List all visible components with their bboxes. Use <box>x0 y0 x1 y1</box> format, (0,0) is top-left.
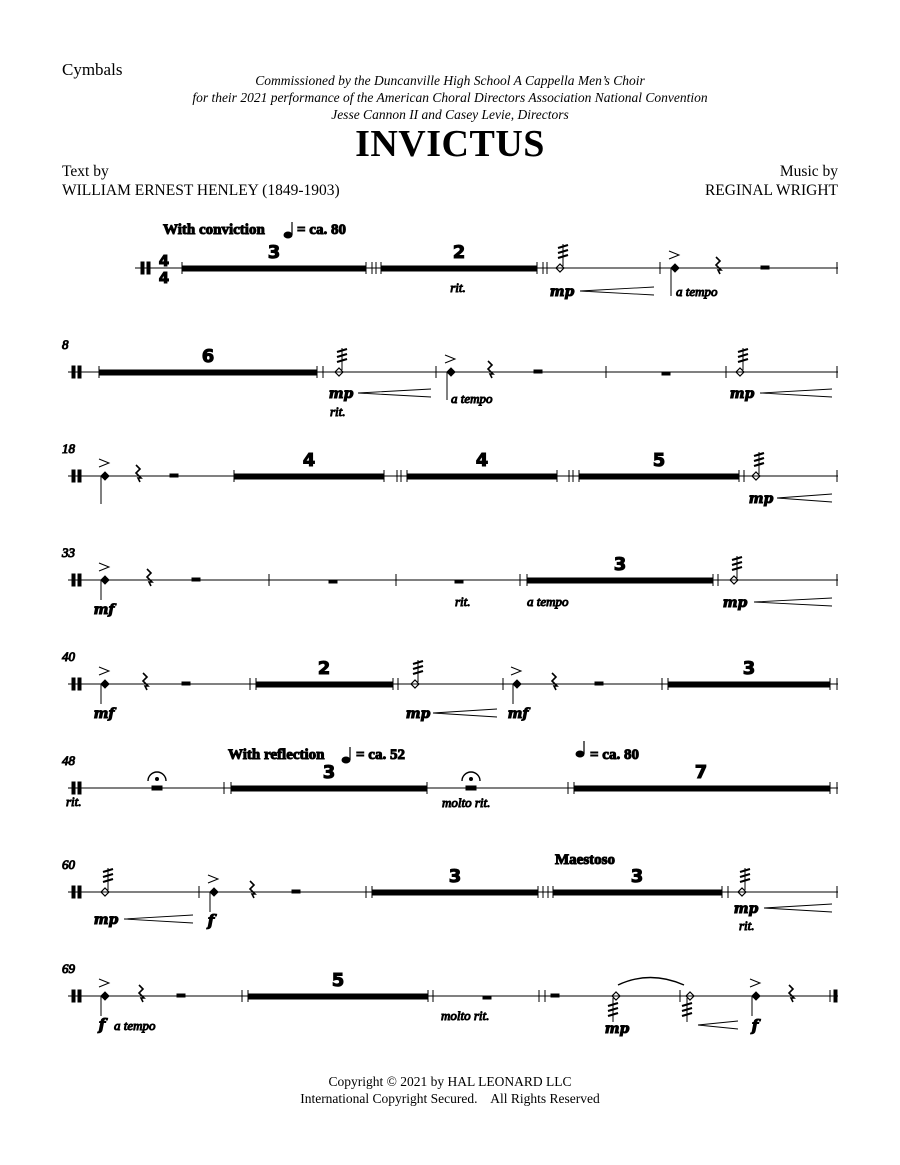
crescendo-hairpin <box>124 915 193 923</box>
commission-line-3: Jesse Cannon II and Casey Levie, Directors <box>331 107 569 122</box>
multirest-count: 3 <box>613 554 627 575</box>
crescendo-hairpin <box>433 709 497 717</box>
percussion-clef <box>72 574 75 586</box>
whole-rest <box>152 786 162 790</box>
multirest-bar <box>381 266 537 271</box>
percussion-clef-bar <box>78 574 81 586</box>
dynamic-f: f <box>751 1016 759 1035</box>
dynamic-mp: mp <box>733 901 759 917</box>
percussion-clef-bar <box>78 782 81 794</box>
commission-line-1: Commissioned by the Duncanville High School A Cappella Men’s Choir <box>255 73 645 88</box>
system-6 <box>62 741 838 810</box>
rit-marking: rit. <box>455 594 471 609</box>
multirest-count: 2 <box>452 242 466 263</box>
quarter-rest <box>789 985 794 1002</box>
multirest-bar <box>99 370 317 375</box>
quarter-note-icon <box>342 757 350 763</box>
time-signature-top: 4 <box>158 252 170 270</box>
quarter-note-icon <box>576 751 584 757</box>
measure-number: 33 <box>62 545 75 560</box>
a-tempo-marking: a tempo <box>114 1018 156 1033</box>
part-name: Cymbals <box>62 60 123 79</box>
dynamic-mp: mp <box>93 912 119 928</box>
measure-number: 18 <box>62 441 75 456</box>
accented-note <box>511 667 521 704</box>
rights-line: International Copyright Secured. All Rights Reserved <box>300 1091 600 1106</box>
multirest-count: 3 <box>630 866 644 887</box>
dynamic-mf: mf <box>93 706 115 722</box>
percussion-clef <box>72 782 75 794</box>
multirest-bar <box>553 890 722 895</box>
dynamic-mf: mf <box>507 706 529 722</box>
multirest-bar <box>407 474 557 479</box>
multirest-count: 5 <box>331 970 345 991</box>
crescendo-hairpin <box>580 287 654 295</box>
multirest-bar <box>256 682 393 687</box>
molto-rit-marking: molto rit. <box>442 795 491 810</box>
multirest-bar <box>234 474 384 479</box>
crescendo-hairpin <box>358 389 431 397</box>
dynamic-mp: mp <box>405 706 431 722</box>
multirest-count: 5 <box>652 450 666 471</box>
dynamic-mp: mp <box>722 595 748 611</box>
rit-marking: rit. <box>739 918 755 933</box>
accented-note <box>208 875 218 912</box>
half-rest <box>534 370 542 373</box>
a-tempo-marking: a tempo <box>676 284 718 299</box>
quarter-rest <box>488 361 493 378</box>
tempo-marking: With reflection <box>228 747 325 763</box>
a-tempo-marking: a tempo <box>527 594 569 609</box>
dynamic-mp: mp <box>328 386 354 402</box>
multirest-bar <box>579 474 739 479</box>
accented-note <box>99 563 109 600</box>
crescendo-hairpin <box>764 904 832 912</box>
crescendo-hairpin <box>698 1021 738 1029</box>
percussion-clef-bar <box>78 886 81 898</box>
half-rest <box>177 994 185 997</box>
quarter-rest <box>250 881 255 898</box>
fermata-icon <box>148 772 166 781</box>
quarter-rest <box>136 465 141 482</box>
accented-note <box>99 667 109 704</box>
dynamic-mf: mf <box>93 602 115 618</box>
percussion-clef <box>72 678 75 690</box>
page-title: INVICTUS <box>355 123 545 165</box>
commission-line-2: for their 2021 performance of the American Choral Directors Association National Convention <box>192 90 708 105</box>
half-rest <box>292 890 300 893</box>
dynamic-mp: mp <box>604 1021 630 1037</box>
multirest-count: 3 <box>267 242 281 263</box>
tempo-value: = ca. 80 <box>297 222 346 238</box>
percussion-clef <box>72 366 75 378</box>
measure-number: 69 <box>62 961 75 976</box>
lyricist-name: WILLIAM ERNEST HENLEY (1849-1903) <box>62 182 340 199</box>
multirest-bar <box>248 994 428 999</box>
a-tempo-marking: a tempo <box>451 391 493 406</box>
system-8 <box>62 961 838 1037</box>
half-rest <box>595 682 603 685</box>
half-rest <box>192 578 200 581</box>
quarter-rest <box>552 673 557 690</box>
quarter-rest <box>716 257 721 274</box>
system-7 <box>62 852 838 933</box>
percussion-clef-bar <box>78 470 81 482</box>
half-rest <box>182 682 190 685</box>
crescendo-hairpin <box>754 598 832 606</box>
percussion-clef-bar <box>78 990 81 1002</box>
dynamic-mp: mp <box>549 284 575 300</box>
measure-number: 8 <box>62 337 69 352</box>
final-barline-thick <box>834 990 837 1002</box>
system-1 <box>135 222 838 300</box>
composer-name: REGINAL WRIGHT <box>704 182 838 199</box>
time-signature-bottom: 4 <box>158 269 170 287</box>
tempo-value: = ca. 52 <box>356 747 405 763</box>
percussion-clef <box>72 886 75 898</box>
quarter-rest <box>143 673 148 690</box>
multirest-bar <box>668 682 830 687</box>
measure-number: 48 <box>62 753 75 768</box>
multirest-bar <box>372 890 538 895</box>
multirest-bar <box>182 266 366 271</box>
measure-number: 40 <box>62 649 75 664</box>
percussion-clef <box>141 262 144 274</box>
fermata-icon <box>462 772 480 781</box>
half-rest <box>761 266 769 269</box>
tempo-value: = ca. 80 <box>590 747 639 763</box>
dynamic-f: f <box>207 911 215 930</box>
copyright-notice <box>0 1073 900 1107</box>
multirest-count: 3 <box>742 658 756 679</box>
multirest-bar <box>231 786 427 791</box>
dynamic-mp: mp <box>748 491 774 507</box>
measure-number: 60 <box>62 857 75 872</box>
percussion-clef-bar <box>78 366 81 378</box>
multirest-count: 7 <box>694 762 708 783</box>
rit-marking: rit. <box>450 280 466 295</box>
rit-marking: rit. <box>330 404 346 419</box>
rit-marking: rit. <box>66 794 82 809</box>
multirest-bar <box>574 786 830 791</box>
molto-rit-marking: molto rit. <box>441 1008 490 1023</box>
music-by-label: Music by <box>779 163 838 180</box>
system-5 <box>62 649 838 722</box>
multirest-count: 6 <box>201 346 215 367</box>
accented-note <box>99 979 109 1016</box>
copyright-line: Copyright © 2021 by HAL LEONARD LLC <box>328 1074 572 1089</box>
half-rest <box>551 994 559 997</box>
tempo-marking: With conviction <box>163 222 265 238</box>
whole-rest <box>483 996 491 999</box>
crescendo-hairpin <box>760 389 832 397</box>
half-rest <box>170 474 178 477</box>
multirest-count: 4 <box>302 450 316 471</box>
multirest-count: 2 <box>317 658 331 679</box>
percussion-clef-bar <box>78 678 81 690</box>
whole-rest <box>466 786 476 790</box>
whole-rest <box>455 580 463 583</box>
quarter-rest <box>147 569 152 586</box>
whole-rest <box>662 372 670 375</box>
text-by-label: Text by <box>62 163 109 180</box>
system-3 <box>62 441 838 507</box>
whole-rest <box>329 580 337 583</box>
crescendo-hairpin <box>777 494 832 502</box>
maestoso-marking: Maestoso <box>555 852 615 868</box>
dynamic-f: f <box>98 1015 106 1034</box>
system-4 <box>61 545 838 618</box>
multirest-count: 3 <box>448 866 462 887</box>
tie <box>618 978 684 986</box>
quarter-rest <box>139 985 144 1002</box>
percussion-clef-bar <box>147 262 150 274</box>
multirest-count: 3 <box>322 762 336 783</box>
multirest-count: 4 <box>475 450 489 471</box>
quarter-note-icon <box>284 232 292 238</box>
accented-note <box>750 979 760 1016</box>
system-2 <box>62 337 838 419</box>
multirest-bar <box>527 578 713 583</box>
percussion-clef <box>72 470 75 482</box>
dynamic-mp: mp <box>729 386 755 402</box>
accented-note <box>99 459 109 504</box>
percussion-clef <box>72 990 75 1002</box>
